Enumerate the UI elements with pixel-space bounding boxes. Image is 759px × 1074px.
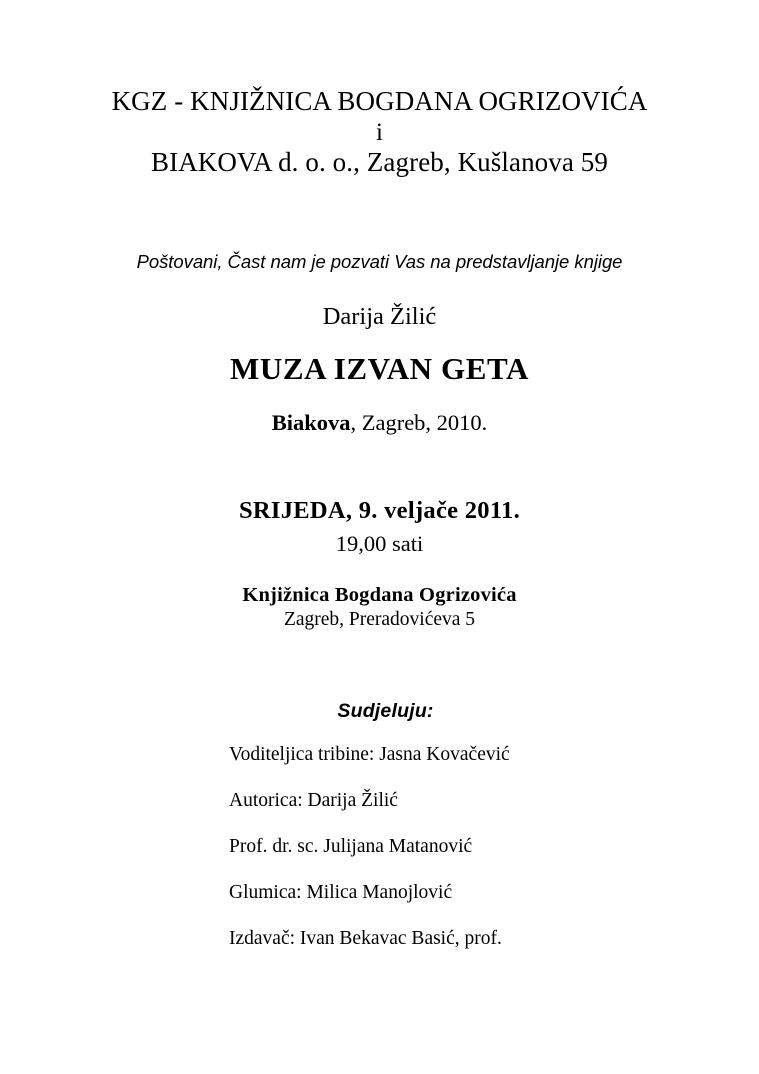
organizer-publisher-line: BIAKOVA d. o. o., Zagreb, Kušlanova 59 (151, 147, 608, 178)
event-venue-address: Zagreb, Preradovićeva 5 (283, 609, 476, 630)
event-date: SRIJEDA, 9. veljače 2011. (238, 497, 521, 524)
participants-list (229, 745, 649, 949)
participants-heading: Sudjeluju: (337, 700, 434, 722)
event-time: 19,00 sati (335, 531, 424, 556)
book-title: MUZA IZVAN GETA (230, 351, 529, 386)
organizer-header (0, 86, 759, 179)
book-publisher-place-year: , Zagreb, 2010. (350, 410, 488, 435)
participant-item: Glumica: Milica Manojlović (229, 882, 453, 903)
participant-item: Izdavač: Ivan Bekavac Basić, prof. (229, 928, 502, 949)
organizer-conjunction: i (375, 118, 384, 146)
organizer-library-name: KGZ - KNJIŽNICA BOGDANA OGRIZOVIĆA (111, 86, 648, 116)
participant-item: Prof. dr. sc. Julijana Matanović (229, 836, 473, 857)
invitation-sentence: Poštovani, Čast nam je pozvati Vas na predstavljanje knjige (136, 251, 623, 272)
book-author: Darija Žilić (322, 303, 437, 330)
book-publisher-line (0, 410, 759, 437)
book-publisher-name: Biakova (271, 410, 351, 435)
participant-item: Autorica: Darija Žilić (229, 790, 398, 811)
event-venue-name: Knjižnica Bogdana Ogrizovića (242, 584, 517, 606)
participant-item: Voditeljica tribine: Jasna Kovačević (229, 744, 510, 765)
